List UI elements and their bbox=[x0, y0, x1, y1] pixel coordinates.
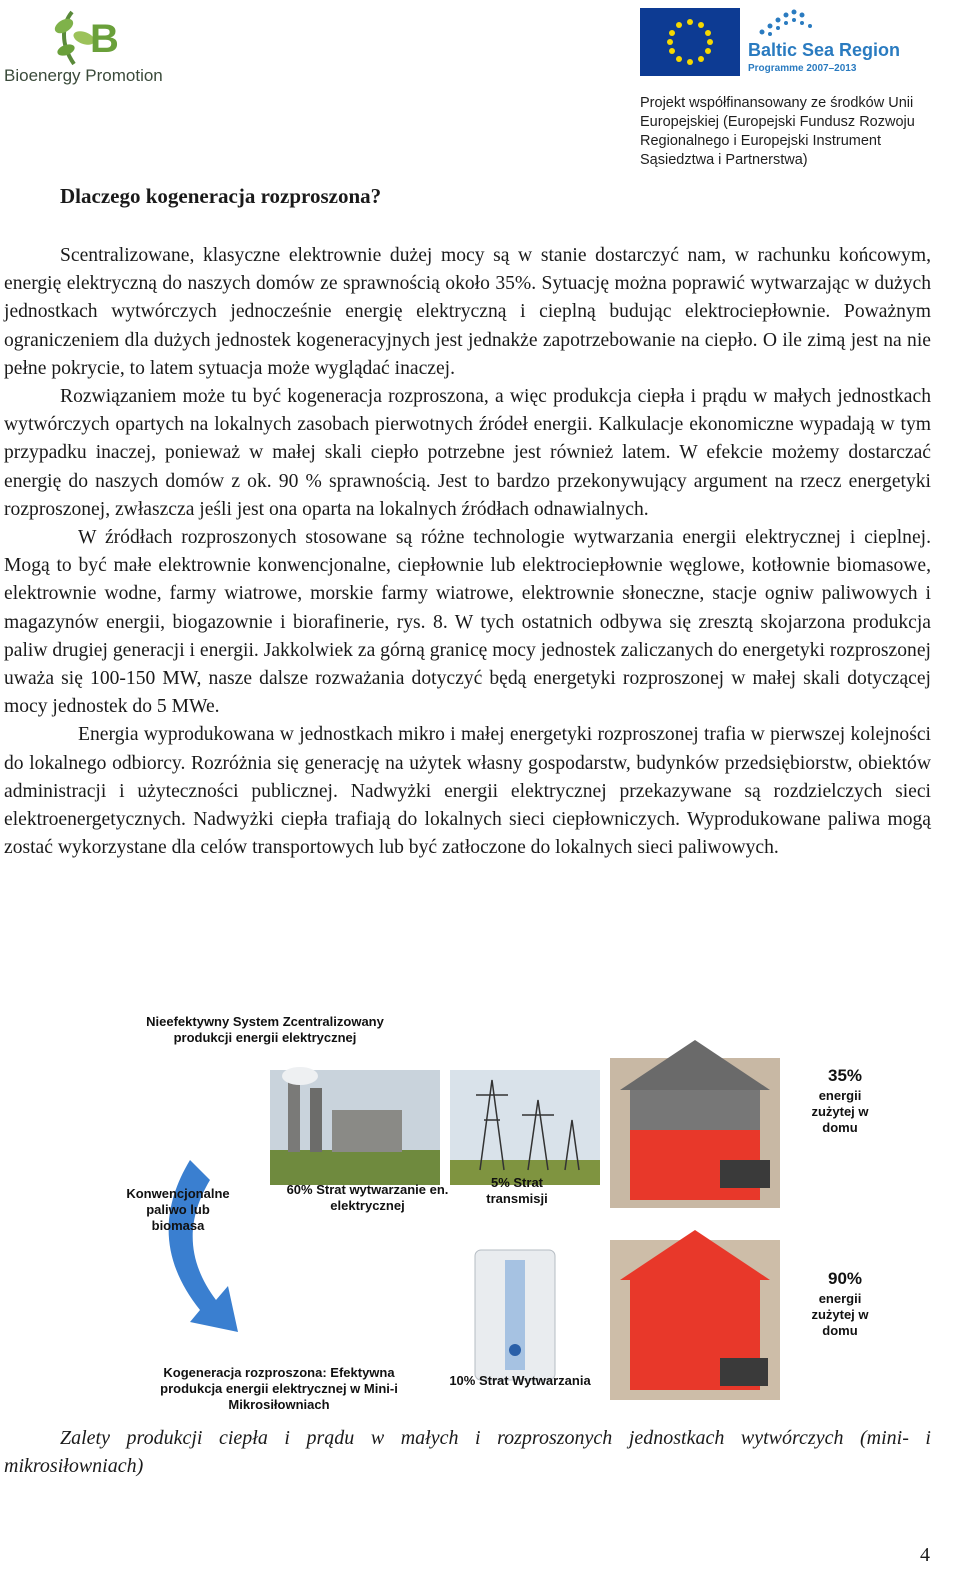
paragraph: W źródłach rozproszonych stosowane są różne technologie wytwarzania energii elektrycznej i cieplnej. Mogą to być małe elektrownie konwencjonalne, ciepłownie lub elektrociepłownie węglowe, kotłownie biomasowe, elektrownie wodne, farmy wiatrowe, morskie farmy wiatrowe, elektrownie słoneczne, stacje ogniw paliwowych i magazynów energii, biogazownie i biorafinerie, rys. 8. W tych ostatnich odbywa się zresztą skojarzona produkcja paliw drugiej generacji i energii. Jakkolwiek za górną granicę mocy jednostek zaliczanych do energetyki rozproszonej uważa się 100-150 MW, nasze dalsze rozważania dotyczyć będą energetyki rozproszonej w małej skali dotyczącej mocy jednostek do 5 MWe. bbox=[4, 527, 931, 718]
label-35-text: energii zużytej w domu bbox=[811, 1088, 869, 1135]
bsr-programme: Programme 2007–2013 bbox=[748, 63, 857, 74]
boiler-image bbox=[475, 1250, 555, 1380]
label-90-percent: 90% bbox=[827, 1269, 863, 1288]
bsr-title: Baltic Sea Region bbox=[748, 40, 901, 60]
funding-note: Projekt współfinansowany ze środków Unii Europejskiej (Europejski Fundusz Rozwoju Regionalnego i Europejski Instrument Sąsiedztwa i Partnerstwa) bbox=[640, 95, 915, 168]
svg-text:B: B bbox=[90, 17, 119, 61]
paragraph: Rozwiązaniem może tu być kogeneracja rozproszona, a więc produkcja ciepła i prądu w małych jednostkach wytwórczych opartych na lokalnych zasobach pierwotnych źródeł energii. Kalkulacje ekonomiczne wypadają w tym przypadku inaczej, ponieważ w małej skali ciepło potrzebne jest również latem. W efekcie możemy dostarczać energię do naszych domów z ok. 90 % sprawnością. Jest to bardzo przekonywujący argument na rzecz energetyki rozproszonej, zwłaszcza jeśli jest ona oparta na lokalnych źródłach odnawialnych. bbox=[4, 386, 931, 520]
power-plant-image bbox=[270, 1067, 440, 1185]
figure-caption: Zalety produkcji ciepła i prądu w małych i rozproszonych jednostkach wytwórczych (mini- i mikrosiłowniach) bbox=[4, 1427, 931, 1477]
label-distributed: Kogeneracja rozproszona: Efektywna produkcja energii elektrycznej w Mini-i Mikrosiłowniach bbox=[160, 1365, 398, 1412]
house-90-image bbox=[610, 1230, 780, 1400]
label-loss-5: 5% Strat transmisji bbox=[486, 1175, 548, 1206]
paragraph: Energia wyprodukowana w jednostkach mikro i małej energetyki rozproszonej trafia w pierwszej kolejności do lokalnego odbiorcy. Rozróżnia się generację na użytek własny gospodarstw, budynków przedsiębiorstw, obiektów administracji i użyteczności publicznej. Nadwyżki energii elektrycznej przekazywane są rozdzielczych sieci elektroenergetycznych. Nadwyżki ciepła trafiają do lokalnych sieci ciepłowniczych. Wyprodukowane paliwa mogą zostać wykorzystane dla celów transportowych lub być zatłoczone do lokalnych sieci paliwowych. bbox=[4, 724, 931, 859]
body-text bbox=[4, 242, 931, 862]
leaf-icon bbox=[52, 12, 119, 64]
label-90-text: energii zużytej w domu bbox=[811, 1291, 869, 1338]
page-number: 4 bbox=[920, 1544, 930, 1566]
eu-flag-icon bbox=[640, 8, 740, 76]
label-loss-10: 10% Strat Wytwarzania bbox=[449, 1373, 591, 1388]
cogeneration-figure bbox=[120, 1010, 880, 1420]
label-35-percent: 35% bbox=[827, 1066, 863, 1085]
page-title: Dlaczego kogeneracja rozproszona? bbox=[60, 184, 382, 208]
logo-text: Bioenergy Promotion bbox=[4, 66, 163, 85]
pylons-image bbox=[450, 1070, 600, 1185]
label-loss-60: 60% Strat wytwarzanie en. elektrycznej bbox=[286, 1182, 449, 1213]
label-centralized: Nieefektywny System Zcentralizowany produkcji energii elektrycznej bbox=[146, 1014, 384, 1045]
paragraph: Scentralizowane, klasyczne elektrownie dużej mocy są w stanie dostarczyć nam, w rachunku końcowym, energię elektryczną do naszych domów ze sprawnością około 35%. Sytuację można poprawić wytwarzając w dużych jednostkach wytwórczych jednocześnie energię elektryczną i cieplną budując elektrociepłownie. Poważnym ograniczeniem dla dużych jednostek kogeneracyjnych jest jednakże zapotrzebowanie na ciepło. O ile zimą jest na nie pełne pokrycie, to latem sytuacja może wyglądać inaczej. bbox=[4, 245, 931, 379]
label-fuel: Konwencjonalne paliwo lub biomasa bbox=[126, 1186, 230, 1233]
house-35-image bbox=[610, 1040, 780, 1208]
